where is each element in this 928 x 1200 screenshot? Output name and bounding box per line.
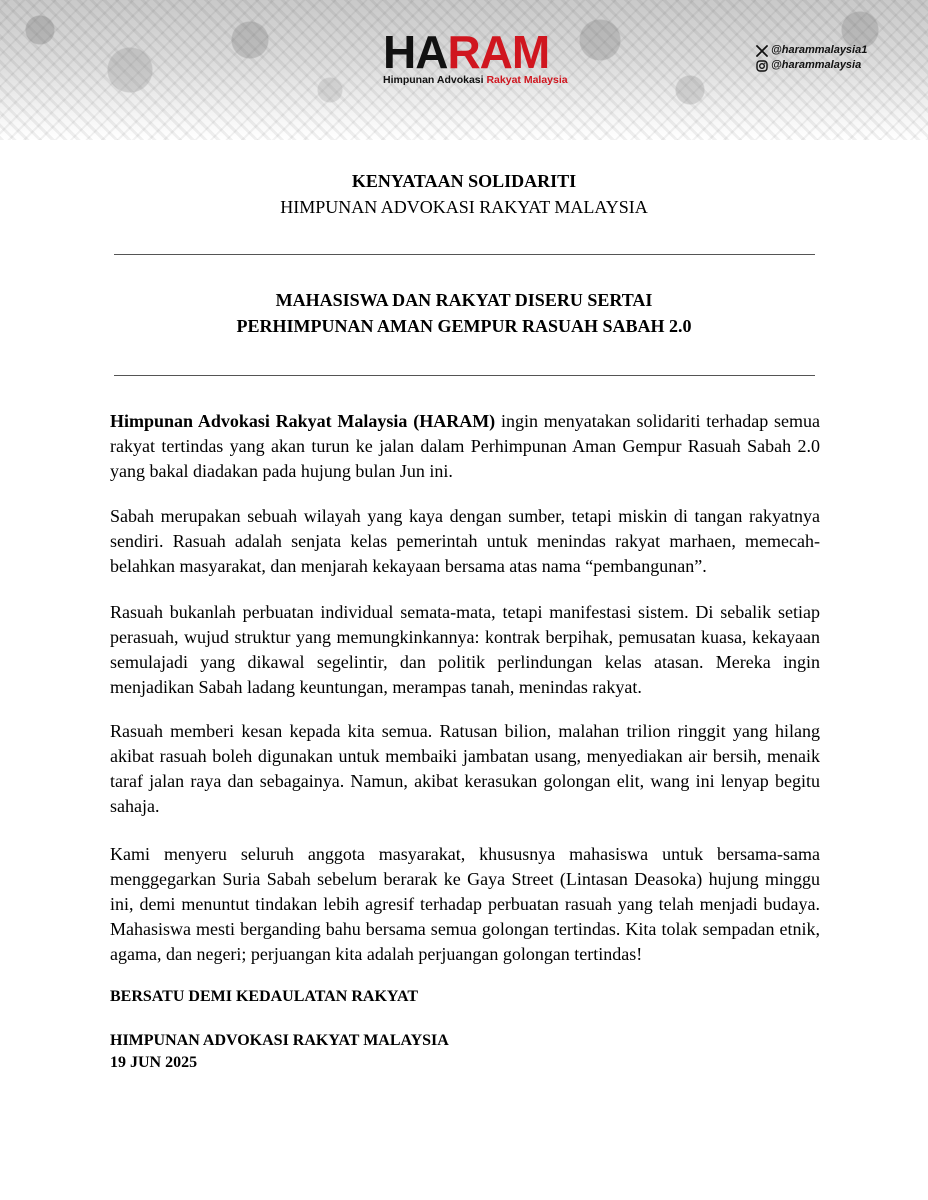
statement-header	[0, 168, 928, 220]
closing-slogan-block	[110, 986, 820, 1008]
statement-body	[110, 409, 820, 484]
instagram-icon	[756, 60, 768, 72]
paragraph-5-block	[110, 842, 820, 967]
social-x-row	[756, 43, 867, 58]
logo-word-ha: HA	[383, 26, 448, 78]
paragraph-4-block	[110, 719, 820, 819]
divider-top	[114, 254, 815, 255]
social-instagram-row	[756, 58, 867, 73]
statement-title: KENYATAAN SOLIDARITI	[351, 171, 577, 191]
paragraph-5: Kami menyeru seluruh anggota masyarakat, khususnya mahasiswa untuk bersama-sama menggegarkan Suria Sabah sebelum berarak ke Gaya Street (Lintasan Deasoka) hujung minggu ini, demi menuntut tindakan lebih agresif terhadap perbuatan rasuah yang telah menjadi budaya. Mahasiswa mesti berganding bahu bersama semua golongan tertindas. Kita tolak sempadan etnik, agama, dan negeri; perjuangan kita adalah perjuangan golongan tertindas!	[110, 844, 820, 964]
headline-line2: PERHIMPUNAN AMAN GEMPUR RASUAH SABAH 2.0	[236, 316, 692, 336]
logo-subtitle-part2: Rakyat Malaysia	[486, 74, 568, 86]
paragraph-1-text: ingin menyatakan solidariti terhadap semua rakyat tertindas yang akan turun ke jalan dalam Perhimpunan Aman Gempur Rasuah Sabah 2.0 yang bakal diadakan pada hujung bulan Jun ini.	[110, 411, 820, 481]
paragraph-3-block	[110, 600, 820, 700]
social-instagram-handle: @harammalaysia	[771, 59, 862, 71]
statement-organization: HIMPUNAN ADVOKASI RAKYAT MALAYSIA	[280, 197, 648, 217]
signatory: HIMPUNAN ADVOKASI RAKYAT MALAYSIA	[110, 1032, 449, 1049]
x-logo-icon	[756, 45, 768, 57]
paragraph-2-block	[110, 504, 820, 579]
paragraph-3: Rasuah bukanlah perbuatan individual semata-mata, tetapi manifestasi sistem. Di sebalik setiap perasuah, wujud struktur yang memungkinkannya: kontrak berpihak, pemusatan kuasa, kekayaan semulajadi yang dikawal segelintir, dan politik perlindungan kelas atasan. Mereka ingin menjadikan Sabah ladang keuntungan, merampas tanah, menindas rakyat.	[110, 602, 820, 697]
headline	[0, 287, 928, 339]
paragraph-1	[110, 409, 820, 484]
signature-block	[110, 1030, 820, 1074]
closing-slogan: BERSATU DEMI KEDAULATAN RAKYAT	[110, 988, 419, 1005]
divider-bottom	[114, 375, 815, 376]
logo-wordmark	[383, 26, 553, 78]
logo-subtitle	[383, 74, 568, 87]
haram-logo	[383, 26, 568, 87]
header-banner	[0, 0, 928, 140]
headline-line1: MAHASISWA DAN RAKYAT DISERU SERTAI	[275, 290, 653, 310]
paragraph-2: Sabah merupakan sebuah wilayah yang kaya dengan sumber, tetapi miskin di tangan rakyatnya sendiri. Rasuah adalah senjata kelas pemerintah untuk menindas rakyat marhaen, memecah-belahkan masyarakat, dan menjarah kekayaan bersama atas nama “pembangunan”.	[110, 506, 820, 576]
logo-word-ram: RAM	[447, 26, 550, 78]
social-handles	[756, 43, 867, 73]
logo-subtitle-part1: Himpunan Advokasi	[383, 74, 487, 86]
paragraph-4: Rasuah memberi kesan kepada kita semua. Ratusan bilion, malahan trilion ringgit yang hilang akibat rasuah boleh digunakan untuk membaiki jambatan usang, menyediakan air bersih, menaik taraf jalan raya dan sebagainya. Namun, akibat kerasukan golongan elit, wang ini lenyap begitu sahaja.	[110, 721, 820, 816]
statement-date: 19 JUN 2025	[110, 1054, 198, 1071]
paragraph-1-lead: Himpunan Advokasi Rakyat Malaysia (HARAM)	[110, 411, 496, 431]
social-x-handle: @harammalaysia1	[771, 44, 868, 56]
